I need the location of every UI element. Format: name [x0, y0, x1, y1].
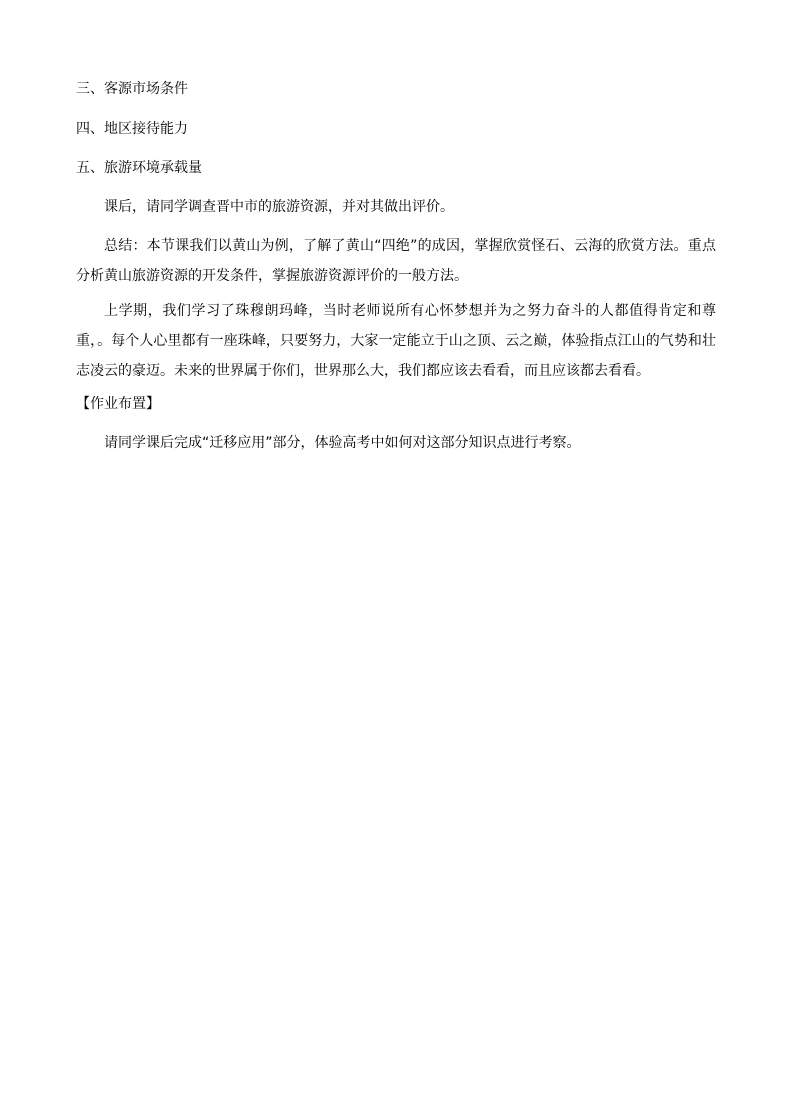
paragraph-motivation: 上学期，我们学习了珠穆朗玛峰，当时老师说所有心怀梦想并为之努力奋斗的人都值得肯定和尊重，。每个人心里都有一座珠峰，只要努力，大家一定能立于山之顶、云之巅，体验指点江山的气势和壮志凌云的豪迈。未来的世界属于你们，世界那么大，我们都应该去看看，而且应该都去看看。	[76, 303, 716, 379]
list-item-environment-capacity: 五、旅游环境承载量	[76, 160, 202, 176]
list-item-reception-capacity: 四、地区接待能力	[76, 121, 188, 137]
paragraph-summary: 总结：本节课我们以黄山为例，了解了黄山“四绝”的成因，掌握欣赏怪石、云海的欣赏方法。重点分析黄山旅游资源的开发条件，掌握旅游资源评价的一般方法。	[76, 238, 716, 284]
homework-text: 请同学课后完成“迁移应用”部分，体验高考中如何对这部分知识点进行考察。	[104, 435, 581, 451]
list-item-customer-market: 三、客源市场条件	[76, 81, 188, 97]
paragraph-after-class: 课后，请同学调查晋中市的旅游资源，并对其做出评价。	[104, 199, 454, 215]
homework-heading: 【作业布置】	[76, 396, 160, 412]
